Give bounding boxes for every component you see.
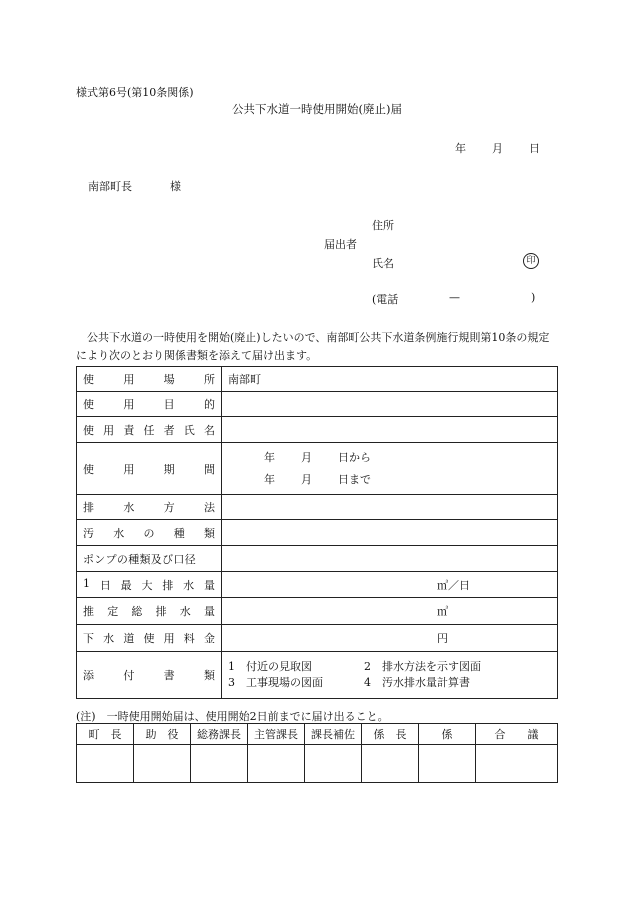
approval-header: 係 長 (362, 724, 419, 745)
value-attachments (222, 652, 558, 699)
label-purpose: 使 用 目 的 (77, 392, 222, 417)
row-location (77, 367, 558, 392)
approval-header: 課長補佐 (305, 724, 362, 745)
addressee-honorific: 様 (170, 180, 181, 193)
period-to: 年 月 日まで (264, 472, 371, 486)
approval-stamp-cell[interactable] (248, 745, 305, 783)
label-max-daily: 1 日 最 大 排 水 量 (77, 572, 222, 598)
approval-header: 総務課長 (191, 724, 248, 745)
value-max-daily[interactable] (222, 572, 558, 598)
phone-close: ) (531, 291, 536, 304)
name-label: 氏名 (372, 257, 394, 270)
value-responsible[interactable] (222, 417, 558, 443)
label-sewage-type: 汚 水 の 種 類 (77, 520, 222, 546)
label-pump: ポンプの種類及び口径 (77, 546, 222, 572)
value-total-drain[interactable] (222, 598, 558, 625)
unit-total-drain: ㎥ (437, 605, 448, 618)
date-year-label: 年 (455, 142, 466, 155)
value-period[interactable] (222, 443, 558, 495)
note-text: (注) 一時使用開始届は、使用開始2日前までに届け出ること。 (76, 710, 389, 723)
addressee-name: 南部町長 (88, 180, 132, 193)
row-attachments (77, 652, 558, 699)
value-location[interactable]: 南部町 (222, 367, 558, 392)
label-fee: 下 水 道 使 用 料 金 (77, 625, 222, 652)
label-drainage-method: 排 水 方 法 (77, 495, 222, 520)
approval-stamp-cell[interactable] (77, 745, 134, 783)
addressee (88, 178, 181, 194)
attachment-item: 2 排水方法を示す図面 (364, 660, 481, 673)
approval-header: 町 長 (77, 724, 134, 745)
period-from: 年 月 日から (264, 450, 371, 464)
row-pump (77, 546, 558, 572)
approval-table (76, 723, 558, 783)
approval-stamp-cell[interactable] (134, 745, 191, 783)
value-pump[interactable] (222, 546, 558, 572)
filer-label: 届出者 (324, 238, 357, 251)
row-period (77, 443, 558, 495)
approval-header: 主管課長 (248, 724, 305, 745)
row-responsible (77, 417, 558, 443)
phone-dash: — (449, 291, 460, 304)
value-sewage-type[interactable] (222, 520, 558, 546)
approval-stamp-cell[interactable] (191, 745, 248, 783)
label-location: 使 用 場 所 (77, 367, 222, 392)
label-responsible: 使 用 責 任 者 氏 名 (77, 417, 222, 443)
label-attachments: 添 付 書 類 (77, 652, 222, 699)
date-month-label: 月 (492, 142, 503, 155)
unit-max-daily: ㎥／日 (437, 578, 470, 592)
submission-date (455, 140, 540, 156)
approval-stamp-cell[interactable] (419, 745, 476, 783)
row-total-drain (77, 598, 558, 625)
row-sewage-type (77, 520, 558, 546)
row-drainage-method (77, 495, 558, 520)
value-fee[interactable] (222, 625, 558, 652)
value-purpose[interactable] (222, 392, 558, 417)
attachment-item: 3 工事現場の図面 (228, 676, 323, 689)
row-purpose (77, 392, 558, 417)
approval-header: 合 議 (476, 724, 558, 745)
form-table (76, 366, 558, 699)
document-title: 公共下水道一時使用開始(廃止)届 (232, 102, 402, 116)
date-day-label: 日 (529, 142, 540, 155)
address-label: 住所 (372, 219, 394, 232)
seal-icon: 印 (523, 253, 539, 269)
approval-stamp-cell[interactable] (362, 745, 419, 783)
approval-stamp-cell[interactable] (476, 745, 558, 783)
attachment-item: 1 付近の見取図 (228, 660, 312, 673)
unit-fee: 円 (437, 632, 448, 645)
label-period: 使 用 期 間 (77, 443, 222, 495)
attachment-item: 4 汚水排水量計算書 (364, 676, 470, 689)
approval-stamp-cell[interactable] (305, 745, 362, 783)
label-total-drain: 推 定 総 排 水 量 (77, 598, 222, 625)
form-number: 様式第6号(第10条関係) (76, 86, 194, 99)
approval-header: 係 (419, 724, 476, 745)
body-text: 公共下水道の一時使用を開始(廃止)したいので、南部町公共下水道条例施行規則第10条の規定により次のとおり関係書類を添えて届け出ます。 (76, 331, 550, 362)
row-max-daily (77, 572, 558, 598)
approval-header: 助 役 (134, 724, 191, 745)
approval-stamp-row (77, 745, 558, 783)
value-drainage-method[interactable] (222, 495, 558, 520)
approval-header-row (77, 724, 558, 745)
row-fee (77, 625, 558, 652)
phone-label: (電話 (372, 293, 399, 306)
